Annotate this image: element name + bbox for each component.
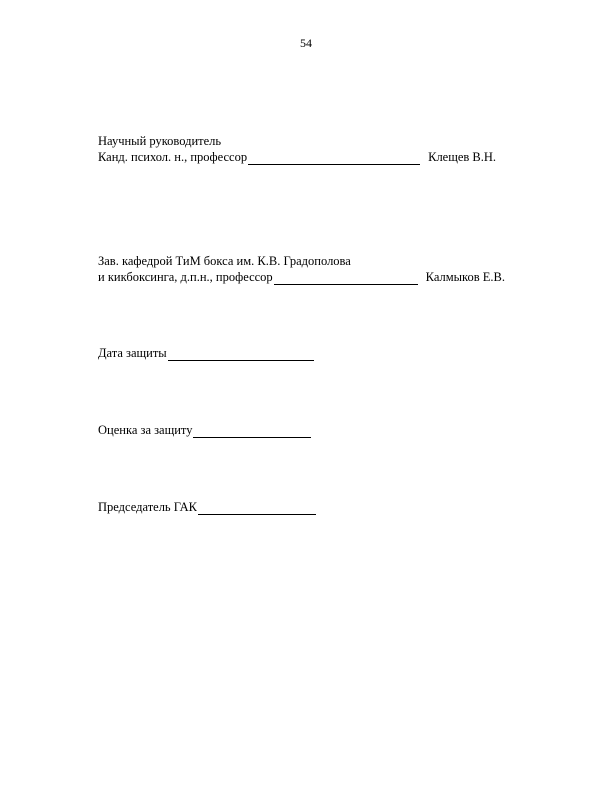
page-number: 54 [300, 36, 312, 50]
defense-grade-label: Оценка за защиту [98, 423, 193, 437]
commission-chair-label: Председатель ГАК [98, 500, 197, 514]
department-head-signature-line [98, 269, 505, 285]
defense-date-field [98, 345, 314, 361]
supervisor-title-line [98, 133, 496, 149]
department-head-signature-blank [274, 272, 418, 285]
supervisor-signature-blank [248, 152, 420, 165]
department-head-line1: Зав. кафедрой ТиМ бокса им. К.В. Градополова [98, 254, 351, 268]
supervisor-name: Клещев В.Н. [428, 150, 497, 164]
commission-chair-field [98, 499, 316, 515]
supervisor-credentials: Канд. психол. н., профессор [98, 150, 248, 164]
commission-chair-blank [198, 502, 316, 515]
supervisor-signature-line [98, 149, 496, 165]
department-head-name: Калмыков Е.В. [425, 270, 505, 284]
department-head-signature-block [98, 253, 505, 285]
defense-grade-blank [193, 425, 311, 438]
department-head-title-line [98, 253, 505, 269]
department-head-line2: и кикбоксинга, д.п.н., профессор [98, 270, 273, 284]
supervisor-title: Научный руководитель [98, 134, 222, 148]
supervisor-signature-block [98, 133, 496, 165]
defense-grade-field [98, 422, 311, 438]
defense-date-label: Дата защиты [98, 346, 167, 360]
defense-date-blank [168, 348, 314, 361]
